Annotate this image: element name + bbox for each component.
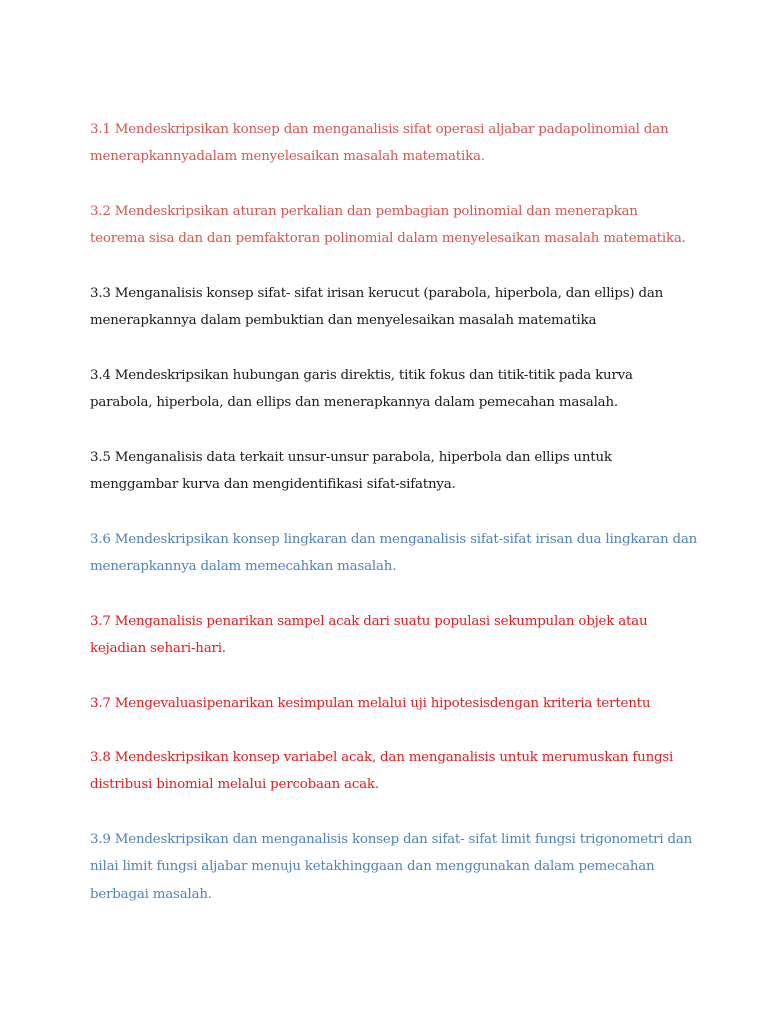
paragraph-line: 3.3 Menganalisis konsep sifat- sifat irisan kerucut (parabola, hiperbola, dan ellips) dan xyxy=(90,286,664,301)
paragraph-line: 3.7 Menganalisis penarikan sampel acak dari suatu populasi sekumpulan objek atau xyxy=(90,614,648,629)
paragraph-line: menggambar kurva dan mengidentifikasi sifat-sifatnya. xyxy=(90,477,456,493)
paragraph-line: nilai limit fungsi aljabar menuju ketakhinggaan dan menggunakan dalam pemecahan xyxy=(90,859,655,875)
paragraph-3-2 xyxy=(90,198,750,253)
paragraph-line: 3.5 Menganalisis data terkait unsur-unsur parabola, hiperbola dan ellips untuk xyxy=(90,450,612,465)
paragraph-line: 3.4 Mendeskripsikan hubungan garis direktis, titik fokus dan titik-titik pada kurva xyxy=(90,368,633,383)
paragraph-3-8 xyxy=(90,744,750,799)
paragraph-3-6 xyxy=(90,526,750,581)
paragraph-line: menerapkannya dalam pembuktian dan menyelesaikan masalah matematika xyxy=(90,313,597,329)
paragraph-line: berbagai masalah. xyxy=(90,886,212,902)
paragraph-line: distribusi binomial melalui percobaan acak. xyxy=(90,777,379,793)
paragraph-3-5 xyxy=(90,444,750,499)
paragraph-line: 3.9 Mendeskripsikan dan menganalisis konsep dan sifat- sifat limit fungsi trigonometri dan xyxy=(90,832,693,847)
paragraph-line: 3.1 Mendeskripsikan konsep dan menganalisis sifat operasi aljabar padapolinomial dan xyxy=(90,122,669,137)
paragraph-line: 3.7 Mengevaluasipenarikan kesimpulan melalui uji hipotesisdengan kriteria tertentu xyxy=(90,696,651,711)
paragraph-3-3 xyxy=(90,280,750,335)
paragraph-line: kejadian sehari-hari. xyxy=(90,641,226,657)
paragraph-3-7-penarikan-sampel xyxy=(90,608,750,663)
paragraph-3-4 xyxy=(90,362,750,417)
paragraph-line: menerapkannyadalam menyelesaikan masalah matematika. xyxy=(90,149,485,165)
paragraph-3-7-evaluasi xyxy=(90,690,750,717)
paragraph-3-1 xyxy=(90,116,750,171)
paragraph-line: menerapkannya dalam memecahkan masalah. xyxy=(90,559,397,575)
paragraph-3-9 xyxy=(90,826,750,908)
paragraph-line: 3.2 Mendeskripsikan aturan perkalian dan pembagian polinomial dan menerapkan xyxy=(90,204,638,219)
paragraph-line: parabola, hiperbola, dan ellips dan menerapkannya dalam pemecahan masalah. xyxy=(90,395,618,411)
paragraph-line: teorema sisa dan dan pemfaktoran polinomial dalam menyelesaikan masalah matematika. xyxy=(90,231,686,247)
paragraph-line: 3.8 Mendeskripsikan konsep variabel acak, dan menganalisis untuk merumuskan fungsi xyxy=(90,750,674,765)
paragraph-line: 3.6 Mendeskripsikan konsep lingkaran dan menganalisis sifat-sifat irisan dua lingkaran dan xyxy=(90,532,698,547)
